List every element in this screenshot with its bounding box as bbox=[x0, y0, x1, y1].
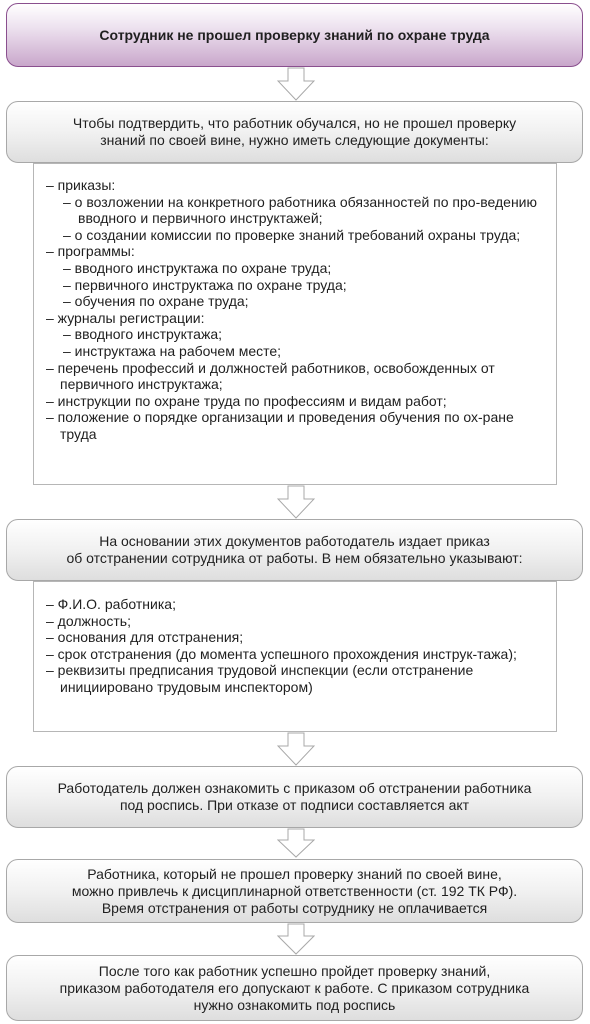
list-subitem: – инструктажа на рабочем месте; bbox=[63, 342, 282, 359]
list-item: – реквизиты предписания трудовой инспекции (если отстранение инициировано трудовым инспектором) bbox=[46, 662, 474, 695]
list-subitem: – вводного инструктажа по охране труда; bbox=[63, 259, 332, 276]
flowchart-title-box bbox=[6, 3, 583, 67]
down-arrow-icon bbox=[277, 923, 315, 957]
list-subitem: – о возложении на конкретного работника обязанностей по про-ведению вводного и первичного инструктажей; bbox=[63, 193, 537, 227]
list-item: – перечень профессий и должностей работников, освобожденных от первичного инструктажа; bbox=[46, 359, 495, 393]
down-arrow-icon bbox=[277, 67, 315, 101]
down-arrow-icon bbox=[277, 485, 315, 519]
step-text-line: Работодатель должен ознакомить с приказом об отстранении работника bbox=[57, 780, 532, 796]
step-text-line: После того как работник успешно пройдет проверку знаний, bbox=[98, 962, 491, 979]
list-item: – срок отстранения (до момента успешного прохождения инструк-тажа); bbox=[46, 645, 517, 662]
step-acknowledgement-box bbox=[6, 766, 583, 828]
step-text-line: под роспись. При отказе от подписи составляется акт bbox=[119, 797, 470, 813]
list-item: – приказы: bbox=[46, 177, 116, 193]
list-item: – журналы регистрации: bbox=[46, 309, 205, 326]
down-arrow-icon bbox=[277, 828, 315, 862]
step-text-line: На основании этих документов работодатель издает приказ bbox=[99, 533, 490, 549]
down-arrow-icon bbox=[277, 732, 315, 766]
step-text-line: об отстранении сотрудника от работы. В нем обязательно указывают: bbox=[66, 550, 523, 566]
step-text-line: приказом работодателя его допускают к работе. С приказом сотрудника bbox=[59, 979, 530, 996]
list-subitem: – вводного инструктажа; bbox=[63, 326, 222, 343]
list-item: – программы: bbox=[46, 243, 135, 260]
step-text-line: Чтобы подтвердить, что работник обучался, но не прошел проверку bbox=[72, 115, 517, 131]
required-documents-list bbox=[33, 163, 557, 485]
list-subitem: – первичного инструктажа по охране труда; bbox=[63, 276, 347, 293]
step-text-line: Время отстранения от работы сотруднику не оплачивается bbox=[101, 899, 488, 916]
flowchart-title: Сотрудник не прошел проверку знаний по охране труда bbox=[99, 26, 490, 43]
list-subitem: – обучения по охране труда; bbox=[63, 293, 249, 310]
step-return-to-work-box bbox=[6, 955, 583, 1021]
step-documents-needed-box bbox=[6, 101, 583, 163]
step-text-line: знаний по своей вине, нужно иметь следующие документы: bbox=[100, 132, 489, 148]
list-item: – положение о порядке организации и проведения обучения по ох-ране труда bbox=[46, 409, 514, 442]
list-item: – инструкции по охране труда по профессиям и видам работ; bbox=[46, 392, 447, 409]
list-item: – должность; bbox=[46, 612, 131, 629]
list-item: – Ф.И.О. работника; bbox=[46, 596, 176, 612]
step-disciplinary-box bbox=[6, 859, 583, 923]
list-item: – основания для отстранения; bbox=[46, 629, 244, 646]
order-contents-list bbox=[33, 581, 557, 732]
list-subitem: – о создании комиссии по проверке знаний требований охраны труда; bbox=[63, 226, 521, 243]
step-removal-order-box bbox=[6, 519, 583, 581]
step-text-line: Работника, который не прошел проверку знаний по своей вине, bbox=[87, 865, 502, 882]
step-text-line: нужно ознакомить под роспись bbox=[193, 996, 396, 1013]
step-text-line: можно привлечь к дисциплинарной ответственности (ст. 192 ТК РФ). bbox=[71, 882, 518, 899]
